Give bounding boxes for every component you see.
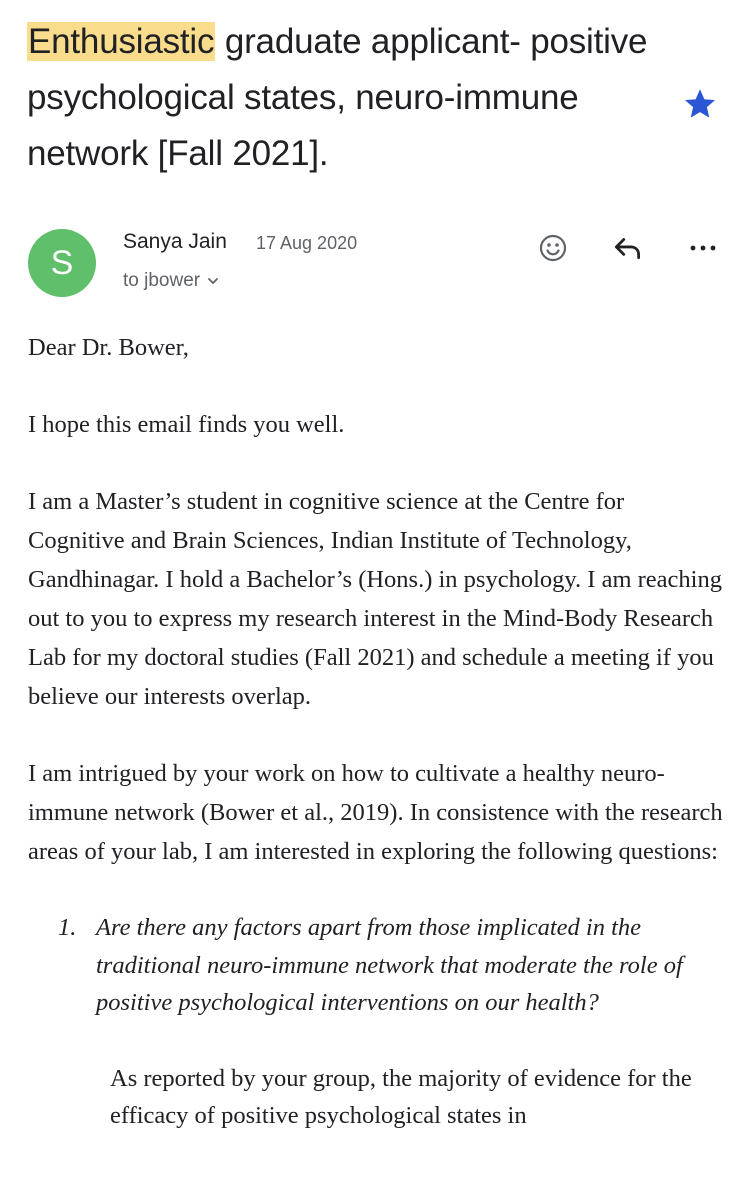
body-paragraph: I am a Master’s student in cognitive science at the Centre for Cognitive and Brain Sciences, Indian Institute of Technology, Gandhinagar. I hold a Bachelor’s (Hons.) in psychology. I am reaching out to you to express my research interest in the Mind-Body Research Lab for my doctoral studies (Fall 2021) and schedule a meeting if you believe our interests overlap. (28, 488, 722, 710)
reply-button[interactable] (608, 228, 648, 268)
recipient-details-toggle[interactable] (123, 270, 220, 292)
body-paragraph: I am intrigued by your work on how to cultivate a healthy neuro-immune network (Bower et al., 2019). In consistence with the research areas of your lab, I am interested in exploring the following questions: (28, 760, 723, 865)
react-emoji-button[interactable] (533, 228, 573, 268)
emoji-icon (537, 232, 569, 264)
avatar[interactable]: S (28, 229, 96, 297)
email-subject (27, 14, 667, 182)
more-icon (687, 232, 719, 264)
sender-name[interactable]: Sanya Jain (123, 230, 227, 253)
greeting: Dear Dr. Bower, (28, 334, 189, 361)
question-list (28, 909, 724, 1022)
list-item (28, 909, 724, 1022)
more-options-button[interactable] (683, 228, 723, 268)
body-paragraph: As reported by your group, the majority of evidence for the efficacy of positive psychological states in (110, 1064, 692, 1129)
reply-icon (611, 231, 645, 265)
star-icon[interactable] (682, 86, 718, 122)
recipient-label: to jbower (123, 270, 201, 291)
subject-text: graduate applicant- positive psychological states, neuro-immune network [Fall 2021]. (27, 22, 648, 173)
email-body (28, 328, 724, 1134)
sent-date: 17 Aug 2020 (256, 233, 358, 253)
body-paragraph: I hope this email finds you well. (28, 411, 345, 438)
subject-highlight: Enthusiastic (28, 22, 215, 61)
chevron-down-icon (206, 274, 220, 288)
list-item-number: 1. (58, 914, 77, 941)
list-item-text: Are there any factors apart from those implicated in the traditional neuro-immune network that moderate the role of positive psychological interventions on our health? (96, 914, 683, 1016)
